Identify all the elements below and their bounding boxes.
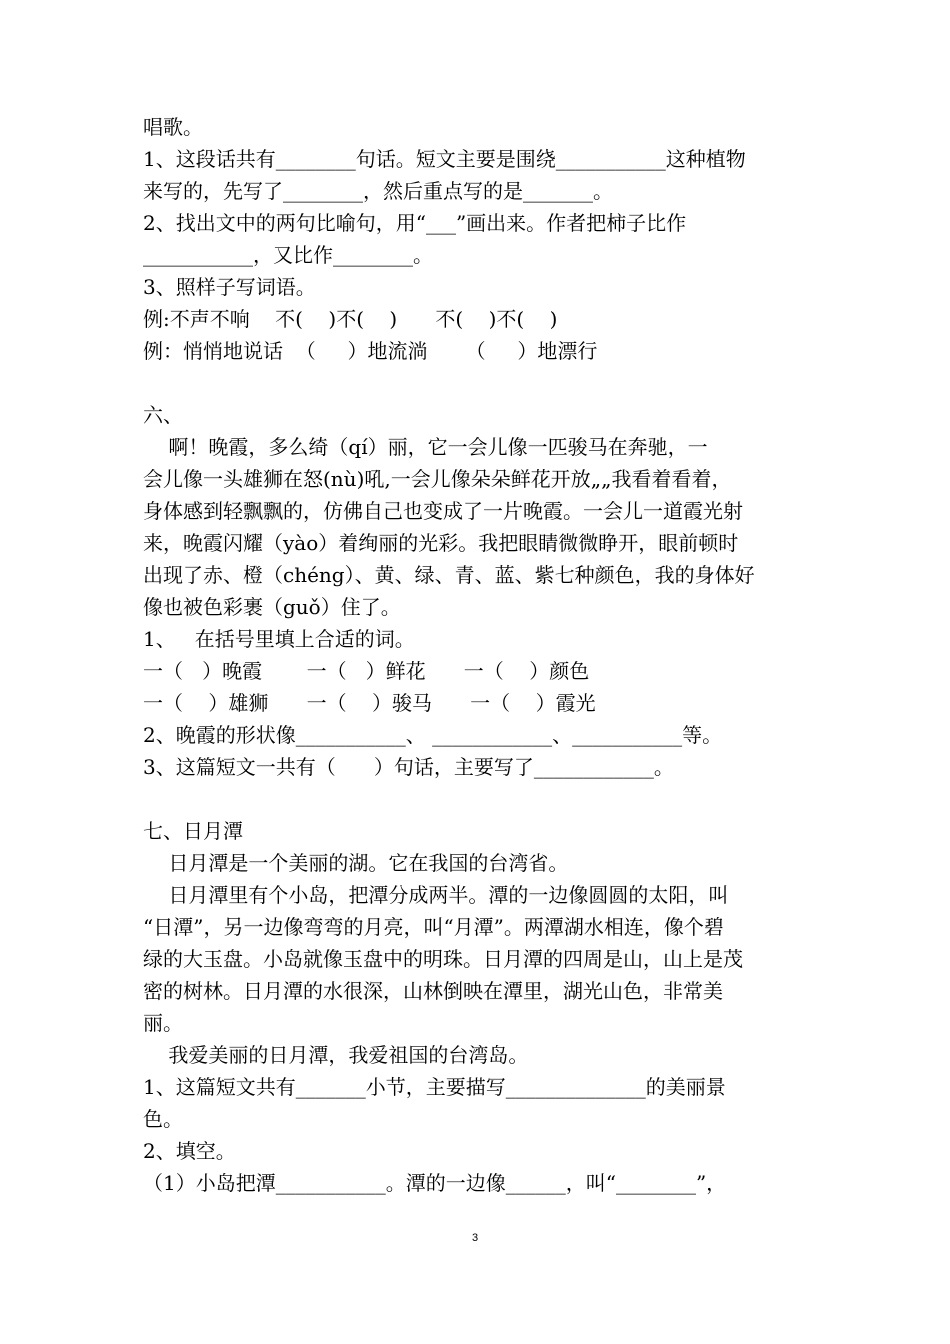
- text-line: “日潭”，另一边像弯弯的月亮，叫“月潭”。两潭湖水相连，像个碧: [143, 915, 724, 939]
- text-line: 像也被色彩裹（guǒ）住了。: [143, 595, 401, 619]
- text-line: 一（ ）雄狮 一（ ）骏马 一（ ）霞光: [143, 691, 596, 715]
- page-number: 3: [471, 1232, 479, 1244]
- text-line: 我爱美丽的日月潭，我爱祖国的台湾岛。: [143, 1043, 529, 1067]
- text-line: 身体感到轻飘飘的，仿佛自己也变成了一片晚霞。一会儿一道霞光射: [143, 499, 743, 523]
- text-line: 一（ ）晚霞 一（ ）鲜花 一（ ）颜色: [143, 659, 590, 683]
- text-line: 例：悄悄地说话 （ ）地流淌 （ ）地漂行: [143, 339, 598, 363]
- text-line: 绿的大玉盘。小岛就像玉盘中的明珠。日月潭的四周是山，山上是茂: [143, 947, 743, 971]
- text-line: 唱歌。: [143, 115, 203, 139]
- text-line: 来，晚霞闪耀（yào）着绚丽的光彩。我把眼睛微微睁开，眼前顿时: [143, 531, 739, 555]
- text-line: 1、 在括号里填上合适的词。: [143, 627, 415, 651]
- text-line: 色。: [143, 1107, 183, 1131]
- text-line: 来写的，先写了________，然后重点写的是_______。: [143, 179, 613, 203]
- text-line: 2、填空。: [143, 1139, 236, 1163]
- text-line: 密的树林。日月潭的水很深，山林倒映在潭里，湖光山色，非常美: [143, 979, 723, 1003]
- text-line: 1、这段话共有________句话。短文主要是围绕___________这种植物: [143, 147, 746, 171]
- section-heading: 七、日月潭: [143, 819, 243, 843]
- text-line: 出现了赤、橙（chéng）、黄、绿、青、蓝、紫七种颜色，我的身体好: [143, 563, 755, 587]
- text-line: 3、照样子写词语。: [143, 275, 316, 299]
- text-line: ___________，又比作________。: [143, 243, 433, 267]
- text-line: 2、晚霞的形状像___________、 ____________、___________等。: [143, 723, 723, 747]
- text-line: 日月潭是一个美丽的湖。它在我国的台湾省。: [143, 851, 569, 875]
- text-line: 2、找出文中的两句比喻句，用“___”画出来。作者把柿子比作: [143, 211, 687, 235]
- text-line: 1、这篇短文共有_______小节，主要描写______________的美丽景: [143, 1075, 726, 1099]
- text-line: 日月潭里有个小岛，把潭分成两半。潭的一边像圆圆的太阳，叫: [143, 883, 729, 907]
- text-line: 丽。: [143, 1011, 183, 1035]
- text-line: 会儿像一头雄狮在怒(nù)吼,一会儿像朵朵鲜花开放„„我看着看着，: [143, 467, 732, 491]
- text-line: 啊！晚霞，多么绮（qí）丽，它一会儿像一匹骏马在奔驰，一: [143, 435, 708, 459]
- text-line: （1）小岛把潭___________。潭的一边像______，叫“________”，: [143, 1171, 727, 1195]
- text-line: 例:不声不响 不( )不( ) 不( )不( ): [143, 307, 558, 331]
- text-line: 3、这篇短文一共有（ ）句话，主要写了____________。: [143, 755, 674, 779]
- section-heading: 六、: [143, 403, 183, 427]
